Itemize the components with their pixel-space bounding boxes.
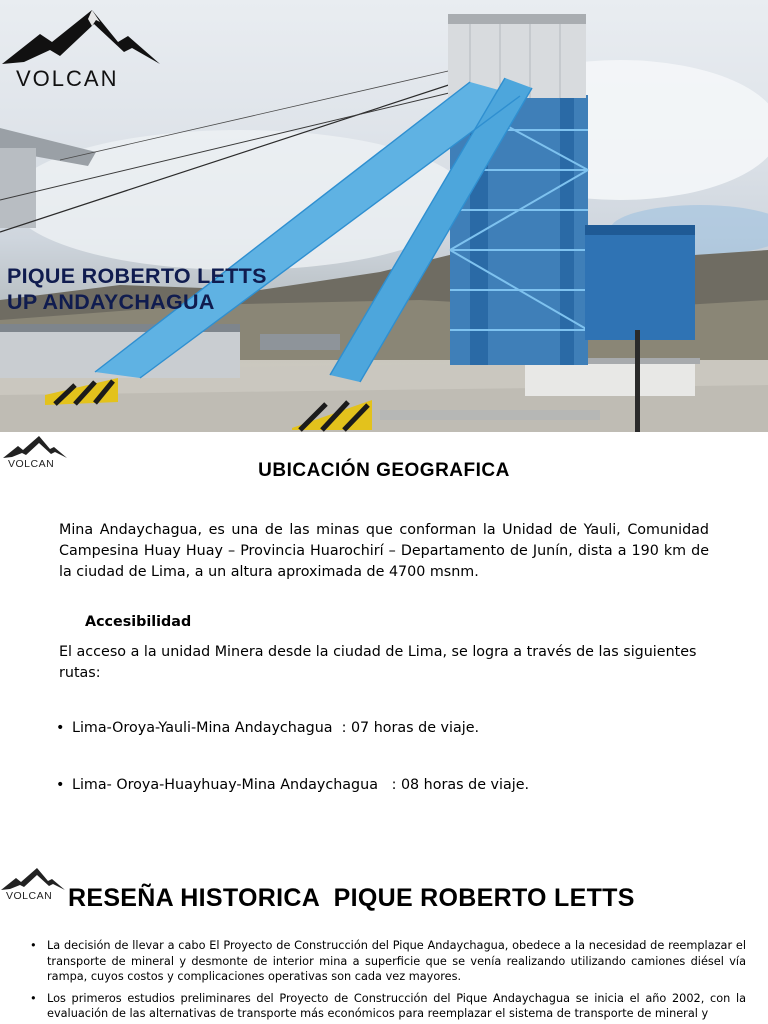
- location-paragraph: Mina Andaychagua, es una de las minas que conforman la Unidad de Yauli, Comunidad Campesina Huay Huay – Provincia Huarochirí – Departamento de Junín, dista a 190 km de la ciudad de Lima, a un altura aproximada de 4700 msnm.: [59, 522, 709, 580]
- mountain-logo-icon: [0, 4, 165, 70]
- mountain-logo-icon: [0, 866, 66, 892]
- slide-cover: [0, 0, 768, 432]
- cover-title-line1: PIQUE ROBERTO LETTS: [7, 264, 267, 288]
- slide-resena: [0, 852, 768, 1024]
- cover-title-line2: UP ANDAYCHAGUA: [7, 290, 215, 314]
- history-list: [30, 938, 746, 1024]
- bullet-mark: •: [56, 720, 65, 736]
- access-paragraph: El acceso a la unidad Minera desde la ciudad de Lima, se logra a través de las siguientes rutas:: [59, 644, 697, 681]
- list-item: • Los primeros estudios preliminares del Proyecto de Construcción del Pique Andaychagua se inicia el año 2002, con la evaluación de las alternativas de transporte más económicos para reemplazar el sistema de transporte de mineral y: [30, 991, 746, 1022]
- route-text: Lima- Oroya-Huayhuay-Mina Andaychagua : 08 horas de viaje.: [72, 777, 530, 793]
- cover-title: [7, 263, 267, 315]
- logo-text: VOLCAN: [16, 66, 119, 91]
- route-item: [56, 720, 479, 736]
- volcan-logo: [0, 4, 165, 90]
- section-heading: RESEÑA HISTORICA PIQUE ROBERTO LETTS: [68, 884, 635, 912]
- route-text: Lima-Oroya-Yauli-Mina Andaychagua : 07 horas de viaje.: [72, 720, 480, 736]
- list-item: • La decisión de llevar a cabo El Proyecto de Construcción del Pique Andaychagua, obedece a la necesidad de reemplazar el transporte de mineral y desmonte de interior mina a superficie que se venía realizando utilizando camiones diésel vía rampa, cuyos costos y complicaciones operativas son cada vez mayores.: [30, 938, 746, 985]
- volcan-logo-small: [0, 866, 66, 906]
- bullet-mark: •: [56, 777, 65, 793]
- route-item: [56, 777, 529, 793]
- access-subheading: Accesibilidad: [85, 614, 192, 630]
- logo-text: VOLCAN: [6, 890, 53, 902]
- section-heading: UBICACIÓN GEOGRAFICA: [258, 460, 510, 481]
- logo-text: VOLCAN: [8, 458, 55, 470]
- mountain-logo-icon: [2, 434, 68, 460]
- slide-ubicacion: [0, 432, 768, 852]
